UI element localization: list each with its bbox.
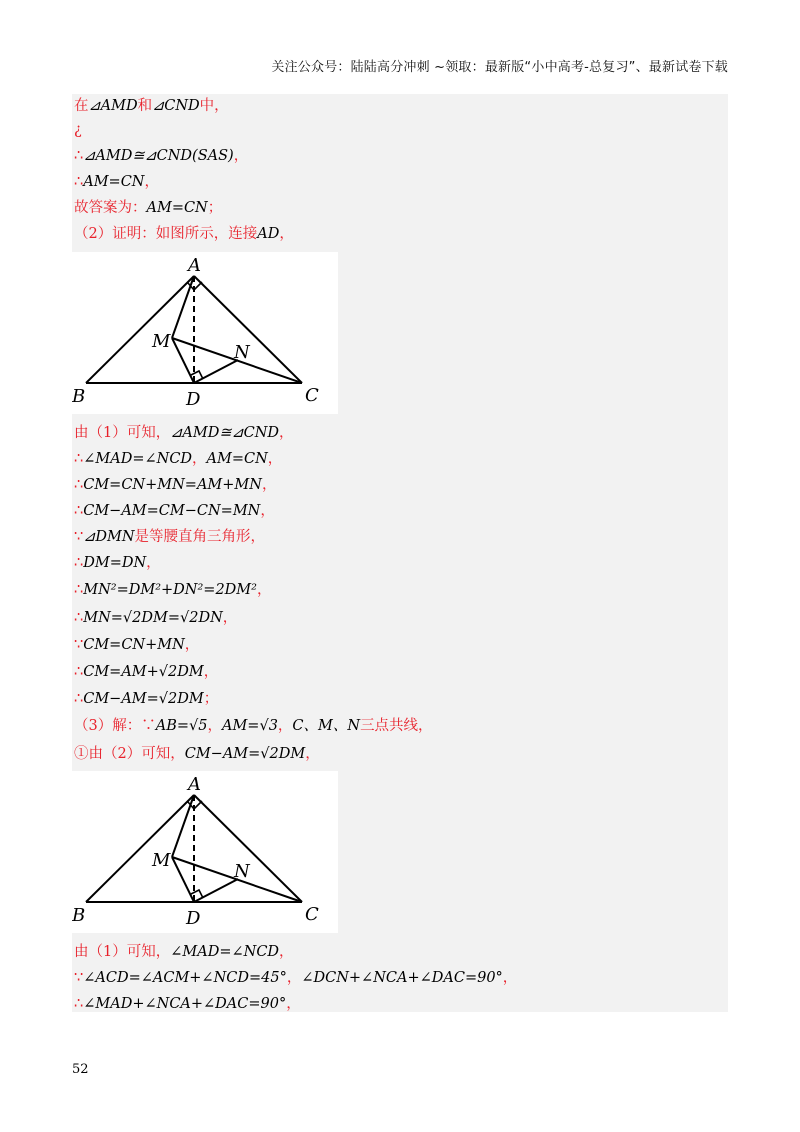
solution-line: ∴∠MAD=∠NCD，AM=CN， [74,451,283,467]
triangle-figure-2 [72,771,338,933]
solution-line: 故答案为：AM=CN； [74,200,223,216]
solution-line: ∵CM=CN+MN， [74,637,200,653]
solution-line: ∴MN=√2DM=√2DN， [74,610,238,626]
solution-line: ∴CM=CN+MN=AM+MN， [74,477,277,493]
solution-line: ∵⊿DMN是等腰直角三角形， [74,529,266,545]
segment-ac [194,795,302,902]
label-d: D [186,389,201,410]
label-m: M [152,850,171,871]
segment-dn [194,879,238,902]
label-a: A [188,255,201,276]
solution-line: ¿ [74,122,82,138]
label-n: N [234,861,250,882]
segment-ab [86,276,194,383]
solution-line: ∴DM=DN， [74,555,161,571]
label-m: M [152,331,171,352]
solution-line: （3）解：∵AB=√5，AM=√3，C、M、N三点共线， [74,718,433,734]
page-header: 关注公众号：陆陆高分冲刺 ~领取：最新版“小中高考-总复习”、最新试卷下载 [271,60,728,75]
solution-line: 由（1）可知，⊿AMD≅⊿CND， [74,425,294,441]
solution-line: ∴CM−AM=CM−CN=MN， [74,503,275,519]
solution-line: ①由（2）可知，CM−AM=√2DM， [74,746,320,762]
label-c: C [305,904,319,925]
solution-line: 在⊿AMD和⊿CND中， [74,98,229,114]
solution-line: ∴AM=CN， [74,174,159,190]
label-a: A [188,774,201,795]
solution-line: ∴MN²=DM²+DN²=2DM²， [74,582,272,598]
solution-content [72,94,728,1012]
triangle-diagram [72,252,338,414]
solution-line: ∵∠ACD=∠ACM+∠NCD=45°，∠DCN+∠NCA+∠DAC=90°， [74,970,518,986]
triangle-diagram [72,771,338,933]
triangle-figure-1 [72,252,338,414]
segment-ab [86,795,194,902]
solution-line: 由（1）可知，∠MAD=∠NCD， [74,944,294,960]
label-n: N [234,342,250,363]
label-c: C [305,385,319,406]
label-d: D [186,908,201,929]
label-b: B [72,386,86,407]
right-angle-mark-d [191,890,203,898]
right-angle-mark-d [191,371,203,379]
segment-ac [194,276,302,383]
solution-line: （2）证明：如图所示，连接AD， [74,226,294,242]
segment-dn [194,360,238,383]
solution-line: ∴∠MAD+∠NCA+∠DAC=90°， [74,996,301,1012]
solution-line: ∴⊿AMD≅⊿CND(SAS)， [74,148,249,164]
solution-line: ∴CM=AM+√2DM， [74,664,219,680]
label-b: B [72,905,86,926]
solution-line: ∴CM−AM=√2DM； [74,691,219,707]
page-number: 52 [72,1062,89,1077]
